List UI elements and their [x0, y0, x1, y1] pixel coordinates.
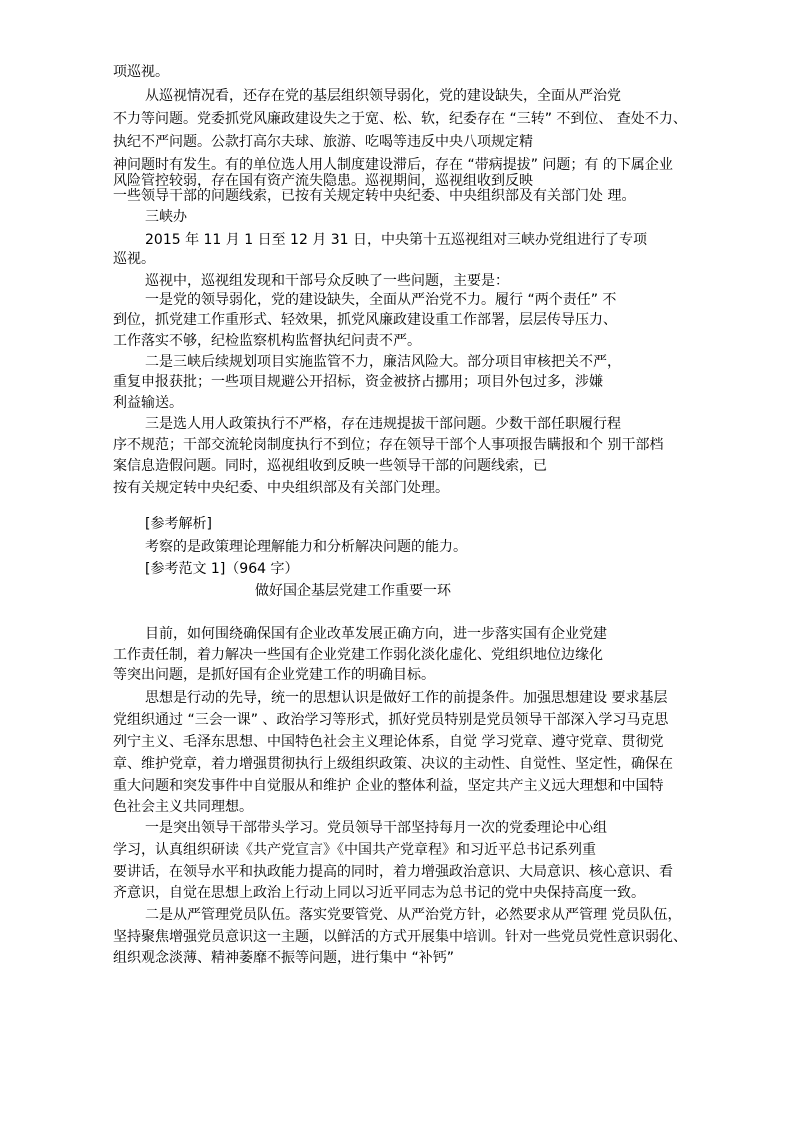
text-line: 不力等问题。党委抓党风廉政建设失之于宽、松、软，纪委存在 “三转” 不到位、 查处不力、 — [113, 111, 687, 127]
text-line: 一是党的领导弱化，党的建设缺失，全面从严治党不力。履行 “两个责任” 不 — [145, 292, 617, 308]
text-line: 学习，认真组织研读《共产党宣言》《中国共产党章程》和习近平总书记系列重 — [113, 842, 596, 858]
text-line: 从巡视情况看，还存在党的基层组织领导弱化，党的建设缺失，全面从严治党 — [145, 88, 621, 104]
text-line: 项巡视。 — [113, 64, 169, 80]
text-line: 工作落实不够，纪检监察机构监督执纪问责不严。 — [113, 333, 421, 349]
essay-title: 做好国企基层党建工作重要一环 — [255, 583, 451, 599]
text-line: 三是选人用人政策执行不严格，存在违规提拔干部问题。少数干部任职履行程 — [145, 416, 621, 432]
text-line: 2015 年 11 月 1 日至 12 月 31 日，中央第十五巡视组对三峡办党组进行了专项 — [145, 232, 648, 248]
text-line: 列宁主义、毛泽东思想、中国特色社会主义理论体系，自觉 学习党章、遵守党章、贯彻党 — [113, 734, 664, 750]
text-line: 思想是行动的先导，统一的思想认识是做好工作的前提条件。加强思想建设 要求基层 — [145, 690, 668, 706]
text-line: 二是从严管理党员队伍。落实党要管党、从严治党方针，必然要求从严管理 党员队伍， — [145, 907, 682, 923]
text-line: 按有关规定转中央纪委、中央组织部及有关部门处理。 — [113, 480, 449, 496]
text-line: 重复申报获批；一些项目规避公开招标，资金被挤占挪用；项目外包过多，涉嫌 — [113, 374, 603, 390]
text-line: 神问题时有发生。有的单位选人用人制度建设滞后，存在 “带病提拔” 问题；有 的下属企业 — [113, 157, 673, 173]
text-line: 目前，如何围绕确保国有企业改革发展正确方向，进一步落实国有企业党建 — [145, 626, 607, 642]
text-line: 序不规范；干部交流轮岗制度执行不到位；存在领导干部个人事项报告瞒报和个 别干部档 — [113, 437, 664, 453]
text-line: 考察的是政策理论理解能力和分析解决问题的能力。 — [145, 539, 467, 555]
text-line: 工作责任制，着力解决一些国有企业党建工作弱化淡化虚化、党组织地位边缘化 — [113, 647, 603, 663]
text-line: 一些领导干部的问题线索，已按有关规定转中央纪委、中央组织部及有关部门处 理。 — [113, 188, 636, 204]
text-line: 要讲话，在领导水平和执政能力提高的同时，着力增强政治意识、大局意识、核心意识、看 — [113, 864, 673, 880]
text-line: 风险管控较弱，存在国有资产流失隐患。巡视期间，巡视组收到反映 — [113, 173, 533, 189]
text-line: 执纪不严问题。公款打高尔夫球、旅游、吃喝等违反中央八项规定精 — [113, 134, 533, 150]
text-line: 利益输送。 — [113, 395, 183, 411]
essay-heading: [参考范文 1]（964 字） — [145, 561, 299, 577]
text-line: 等突出问题，是抓好国有企业党建工作的明确目标。 — [113, 667, 435, 683]
text-line: 一是突出领导干部带头学习。党员领导干部坚持每月一次的党委理论中心组 — [145, 820, 607, 836]
text-line: 到位，抓党建工作重形式、轻效果，抓党风廉政建设重工作部署，层层传导压力、 — [113, 312, 617, 328]
text-line: 重大问题和突发事件中自觉服从和维护 企业的整体利益，坚定共产主义远大理想和中国特 — [113, 778, 664, 794]
text-line: 坚持聚焦增强党员意识这一主题，以鲜活的方式开展集中培训。针对一些党员党性意识弱化、 — [113, 929, 687, 945]
text-line: 章、维护党章，着力增强贯彻执行上级组织政策、决议的主动性、自觉性、坚定性，确保在 — [113, 756, 673, 772]
section-heading: 三峡办 — [145, 209, 187, 225]
text-line: 巡视。 — [113, 251, 155, 267]
analysis-heading: [参考解析] — [145, 516, 212, 532]
text-line: 案信息造假问题。同时，巡视组收到反映一些领导干部的问题线索，已 — [113, 458, 547, 474]
text-line: 组织观念淡薄、精神萎靡不振等问题，进行集中 “补钙” — [113, 950, 454, 966]
text-line: 齐意识，自觉在思想上政治上行动上同以习近平同志为总书记的党中央保持高度一致。 — [113, 885, 645, 901]
text-line: 党组织通过 “三会一课” 、政治学习等形式，抓好党员特别是党员领导干部深入学习马克思 — [113, 712, 669, 728]
text-line: 二是三峡后续规划项目实施监管不力，廉洁风险大。部分项目审核把关不严， — [145, 354, 621, 370]
text-line: 色社会主义共同理想。 — [113, 799, 253, 815]
text-line: 巡视中，巡视组发现和干部号众反映了一些问题，主要是： — [145, 273, 509, 289]
